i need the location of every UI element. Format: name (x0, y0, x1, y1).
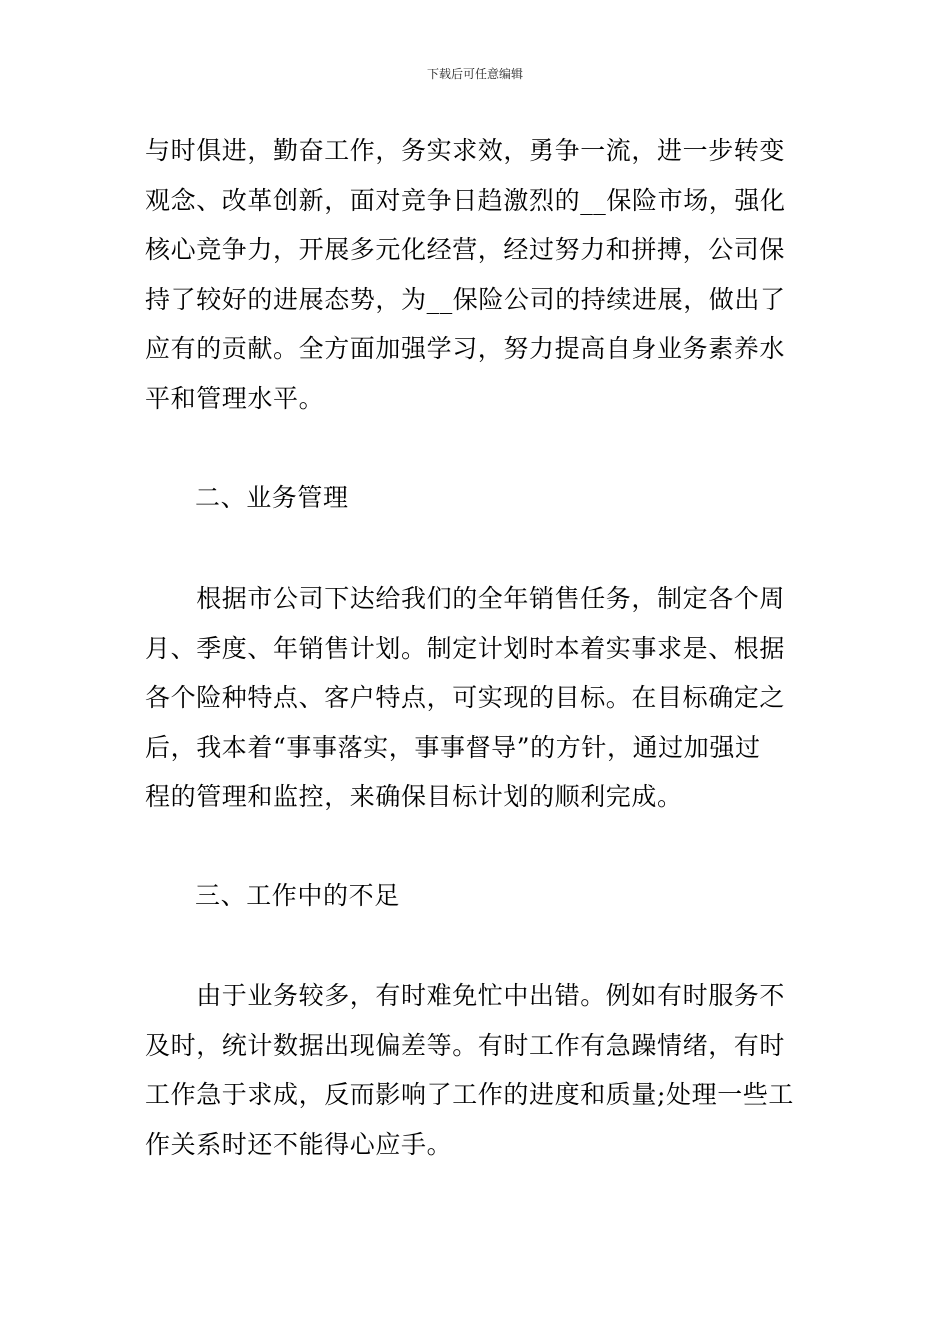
paragraph-line: 由于业务较多，有时难免忙中出错。例如有时服务不 (145, 981, 786, 1010)
paragraph-line: 与时俱进，勤奋工作，务实求效，勇争一流，进一步转变 (145, 136, 786, 165)
page-header-note: 下载后可任意编辑 (426, 67, 523, 81)
paragraph-line: 应有的贡献。全方面加强学习，努力提高自身业务素养水 (145, 334, 786, 363)
paragraph-business-management (145, 574, 815, 822)
paragraph-line: 核心竞争力，开展多元化经营，经过努力和拼搏，公司保 (145, 235, 786, 264)
paragraph-line: 后，我本着“事事落实，事事督导”的方针，通过加强过 (145, 732, 761, 762)
paragraph-line: 持了较好的进展态势，为__保险公司的持续进展，做出了 (145, 284, 786, 314)
paragraph-line: 观念、改革创新，面对竞争日趋激烈的__保险市场，强化 (145, 185, 786, 215)
paragraph-line: 平和管理水平。 (145, 383, 325, 413)
paragraph-shortcomings (145, 971, 815, 1169)
paragraph-progress (145, 126, 815, 423)
section-heading-business-management: 二、业务管理 (195, 483, 349, 512)
paragraph-line: 根据市公司下达给我们的全年销售任务，制定各个周 (145, 584, 786, 613)
paragraph-line: 工作急于求成，反而影响了工作的进度和质量;处理一些工 (145, 1080, 795, 1109)
paragraph-line: 各个险种特点、客户特点，可实现的目标。在目标确定之 (145, 683, 786, 712)
paragraph-line: 月、季度、年销售计划。制定计划时本着实事求是、根据 (145, 633, 786, 663)
section-heading-shortcomings: 三、工作中的不足 (195, 881, 400, 910)
paragraph-line: 程的管理和监控，来确保目标计划的顺利完成。 (145, 782, 683, 811)
paragraph-line: 作关系时还不能得心应手。 (145, 1129, 453, 1159)
paragraph-line: 及时，统计数据出现偏差等。有时工作有急躁情绪，有时 (145, 1030, 786, 1060)
